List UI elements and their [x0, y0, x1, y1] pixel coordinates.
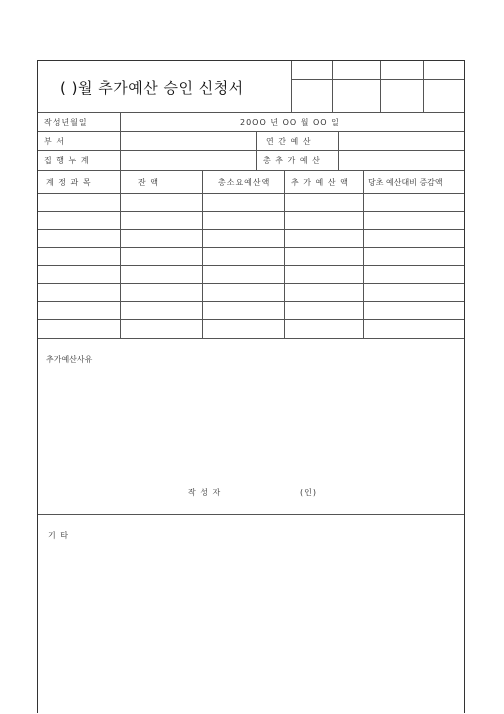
info-divider	[120, 112, 121, 170]
total-additional-label: 총 추 가 예 산	[263, 156, 321, 165]
seal-label: (인)	[300, 488, 317, 497]
table-row	[38, 319, 464, 339]
header-additional: 추 가 예 산 액	[291, 178, 349, 187]
header-balance: 잔 액	[138, 178, 159, 187]
exec-total-label: 집 행 누 계	[44, 156, 90, 165]
table-row	[38, 265, 464, 284]
table-col-line	[284, 170, 285, 338]
header-account: 계 정 과 목	[46, 178, 92, 187]
header-change: 당초 예산대비 증감액	[368, 178, 443, 187]
table-row	[38, 283, 464, 302]
header-total-required: 총소요예산액	[218, 178, 271, 187]
table-col-line	[120, 170, 121, 338]
info-divider	[256, 131, 257, 170]
table-col-line	[363, 170, 364, 338]
table-row	[38, 229, 464, 248]
table-row	[38, 301, 464, 320]
title-row	[38, 61, 464, 113]
table-col-line	[202, 170, 203, 338]
reason-label: 추가예산사유	[46, 355, 93, 364]
dept-row	[38, 131, 464, 151]
date-value: 20OO 년 OO 월 OO 일	[240, 118, 340, 127]
reason-section	[38, 338, 464, 515]
form-title: ( )월 추가예산 승인 신청서	[60, 79, 244, 97]
date-label: 작성년월일	[44, 118, 88, 127]
table-row	[38, 247, 464, 266]
other-section	[38, 514, 464, 714]
exec-row	[38, 150, 464, 171]
author-label: 작 성 자	[188, 488, 222, 497]
other-label: 기 타	[48, 531, 69, 540]
table-row	[38, 193, 464, 212]
annual-budget-label: 연 간 예 산	[266, 137, 312, 146]
date-row	[38, 112, 464, 132]
table-row	[38, 211, 464, 230]
dept-label: 부 서	[44, 137, 65, 146]
info-divider	[338, 131, 339, 170]
budget-approval-form	[37, 60, 465, 713]
table-header-row	[38, 170, 464, 194]
